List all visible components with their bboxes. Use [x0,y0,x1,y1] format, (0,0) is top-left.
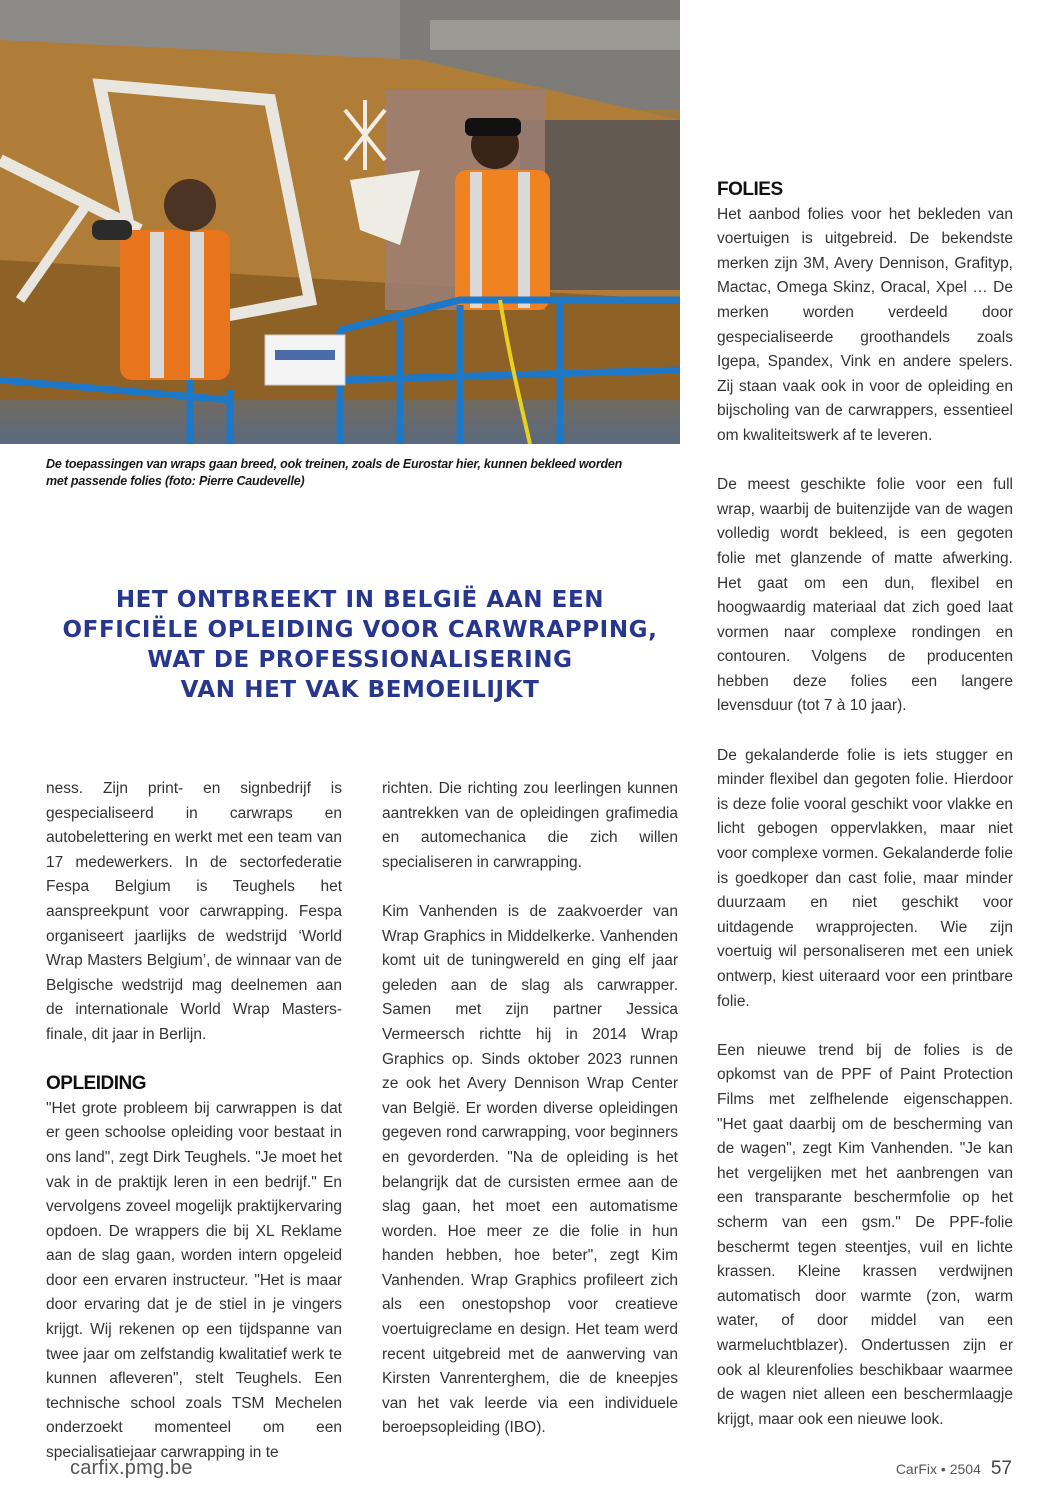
issue-label: CarFix • 2504 [895,1461,981,1477]
photo-caption: De toepassingen van wraps gaan breed, ook treinen, zoals de Eurostar hier, kunnen bekleed worden met passende folies (foto: Pierre Caudevelle) [46,457,623,488]
pull-quote-line: WAT DE PROFESSIONALISERING [147,647,573,673]
section-heading-folies: FOLIES [717,179,783,200]
article-column-1 [46,777,342,1490]
paragraph: De meest geschikte folie voor een full wrap, waarbij de buitenzijde van de wagen volledig wordt bekleed, is een gegoten folie met glanzende of matte afwerking. Het gaat om een dun, flexibel en hoogwaardig materiaal dat zich goed laat vormen naar complexe rondingen en contouren. Volgens de producenten hebben deze folies een langere levensduur (tot 7 à 10 jaar). [717,476,1013,715]
paragraph: ness. Zijn print- en signbedrijf is gespecialiseerd in carwraps en autobelettering en werkt met een team van 17 medewerkers. In de sectorfederatie Fespa Belgium is Teughels het aanspreekpunt voor carwrapping. Fespa organiseert jaarlijks de wedstrijd ‘World Wrap Masters Belgium’, de winnaar van de Belgische wedstrijd mag deelnemen aan de internationale World Wrap Masters-finale, dit jaar in Berlijn. [46,780,342,1043]
article-column-2 [382,777,678,1466]
paragraph: De gekalanderde folie is iets stugger en minder flexibel dan gegoten folie. Hierdoor is deze folie vooral geschikt voor vlakke en licht gebogen oppervlakken, maar niet voor complexe vormen. Gekalanderde folie is goedkoper dan cast folie, maar minder duurzaam en niet geschikt voor uitdagende wrapprojecten. Wie zijn voertuig wil personaliseren met een uniek ontwerp, kiest uiteraard voor een printbare folie. [717,746,1013,1010]
pull-quote-line: OFFICIËLE OPLEIDING VOOR CARWRAPPING, [62,617,658,643]
pull-quote [40,585,680,705]
eurostar-wrap-illustration [0,0,680,444]
paragraph: richten. Die richting zou leerlingen kunnen aantrekken van de opleidingen grafimedia en automechanica die zich willen specialiseren in carwrapping. [382,780,678,871]
pull-quote-line: HET ONTBREEKT IN BELGIË AAN EEN [115,587,605,613]
paragraph: "Het grote probleem bij carwrappen is dat er geen schoolse opleiding voor bestaat in ons land", zegt Dirk Teughels. "Je moet het vak in de praktijk leren in een bedrijf." En vervolgens zoveel mogelijk praktijkervaring opdoen. De wrappers die bij XL Reklame aan de slag gaan, worden intern opgeleid door een ervaren instructeur. "Het is maar door ervaring dat je de stiel in je vingers krijgt. Wij rekenen op een tijdspanne van twee jaar om zelfstandig kwalitatief werk te kunnen afleveren", stelt Teughels. Een technische school zoals TSM Mechelen onderzoekt momenteel om een specialisatiejaar carwrapping in te [46,1099,342,1462]
footer-website-link[interactable]: carfix.pmg.be [70,1457,193,1479]
footer-issue-info [896,1458,1012,1480]
paragraph: Het aanbod folies voor het bekleden van voertuigen is uitgebreid. De bekendste merken zijn 3M, Avery Dennison, Grafityp, Mactac, Omega Skinz, Oracal, Xpel … De merken worden verdeeld door gespecialiseerde groothandels zoals Igepa, Spandex, Vink en andere spelers. Zij staan vaak ook in voor de opleiding en bijscholing van de carwrappers, essentieel om kwaliteitswerk af te leveren. [717,205,1013,444]
pull-quote-line: VAN HET VAK BEMOEILIJKT [180,677,540,703]
article-column-3 [717,178,1013,1457]
paragraph: Kim Vanhenden is de zaakvoerder van Wrap Graphics in Middelkerke. Vanhenden komt uit de tuningwereld en ging elf jaar geleden aan de slag als carwrapper. Samen met zijn partner Jessica Vermeersch richtte hij in 2014 Wrap Graphics op. Sinds oktober 2023 runnen ze ook het Avery Dennison Wrap Center van België. Er worden diverse opleidingen gegeven rond carwrapping, voor beginners en gevorderden. "Na de opleiding is het belangrijk dat de cursisten ermee aan de slag gaan, het moet een automatisme worden. Hoe meer ze die folie in hun handen hebben, hoe beter", zegt Kim Vanhenden. Wrap Graphics profileert zich als een onestopshop voor creatieve voertuigreclame en design. Het team werd recent uitgebreid met de aanwerving van Kirsten Vanrenterghem, die de kneepjes van het vak leerde via een individuele beroepsopleiding (IBO). [382,902,678,1437]
paragraph: Een nieuwe trend bij de folies is de opkomst van de PPF of Paint Protection Films met zelfhelende eigenschappen. "Het gaat daarbij om de bescherming van de wagen", zegt Kim Vanhenden. "Je kan het vergelijken met het aanbrengen van een transparante beschermfolie op het scherm van een gsm." De PPF-folie beschermt tegen steentjes, vuil en lichte krassen. Kleine krassen verdwijnen automatisch door warmte (zon, warm water, of door middel van een warmeluchtblazer). Ondertussen zijn er ook al kleurenfolies beschikbaar waarmee de wagen niet alleen een beschermlaagje krijgt, maar ook een nieuwe look. [717,1041,1013,1428]
article-photo [0,0,680,444]
page-number: 57 [990,1458,1012,1479]
section-heading-opleiding: OPLEIDING [46,1073,147,1095]
